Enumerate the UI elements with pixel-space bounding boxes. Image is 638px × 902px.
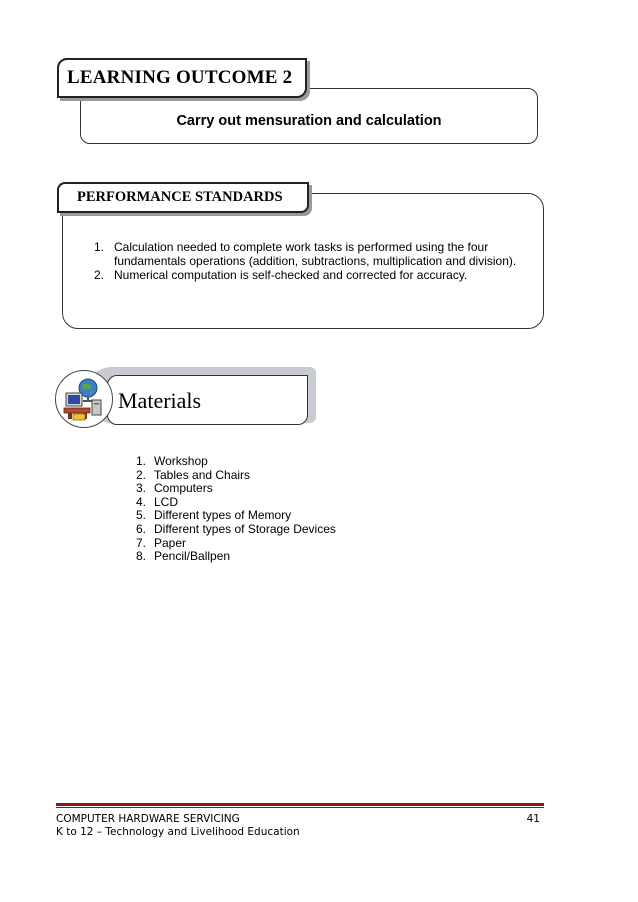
list-item-number: 8. <box>136 549 147 564</box>
list-item-number: 2. <box>94 268 105 282</box>
list-item <box>136 550 336 564</box>
list-item-number: 3. <box>136 481 147 496</box>
list-item-text: Paper <box>154 535 187 550</box>
materials-heading: Materials <box>107 375 308 425</box>
list-item-text: Computers <box>154 481 213 496</box>
materials-list <box>136 455 336 564</box>
footer-subtitle: K to 12 – Technology and Livelihood Education <box>56 826 300 838</box>
page-number: 41 <box>526 813 540 825</box>
list-item-number: 1. <box>94 240 105 254</box>
list-item-number: 7. <box>136 535 147 550</box>
footer-rule-thin <box>56 807 544 808</box>
list-item-text: Numerical computation is self-checked and corrected for accuracy. <box>114 268 468 282</box>
list-item <box>90 240 530 268</box>
list-item-number: 5. <box>136 508 147 523</box>
computer-globe-icon <box>55 370 113 428</box>
footer-rule <box>56 803 544 806</box>
list-item-number: 1. <box>136 454 147 468</box>
list-item-text: Tables and Chairs <box>154 467 251 482</box>
computer-globe-icon-graphic <box>56 371 112 427</box>
learning-outcome-heading: LEARNING OUTCOME 2 <box>57 58 307 98</box>
performance-standards-heading: PERFORMANCE STANDARDS <box>57 182 309 213</box>
list-item <box>136 455 336 469</box>
list-item-text: Workshop <box>154 454 208 468</box>
list-item <box>136 482 336 496</box>
list-item <box>136 469 336 483</box>
performance-standards-list <box>90 240 530 282</box>
footer-title: COMPUTER HARDWARE SERVICING <box>56 813 240 825</box>
list-item <box>136 509 336 523</box>
list-item-number: 6. <box>136 521 147 536</box>
list-item-text: Different types of Storage Devices <box>154 521 336 536</box>
list-item-text: Calculation needed to complete work tasks is performed using the four fundamentals operations (addition, subtractions, multiplication and division). <box>114 240 517 268</box>
list-item-text: Different types of Memory <box>154 508 292 523</box>
list-item <box>136 523 336 537</box>
list-item <box>90 268 530 282</box>
list-item-number: 2. <box>136 467 147 482</box>
list-item <box>136 496 336 510</box>
list-item <box>136 537 336 551</box>
list-item-text: Pencil/Ballpen <box>154 549 231 564</box>
list-item-number: 4. <box>136 494 147 509</box>
list-item-text: LCD <box>154 494 179 509</box>
learning-outcome-description: Carry out mensuration and calculation <box>176 113 442 129</box>
